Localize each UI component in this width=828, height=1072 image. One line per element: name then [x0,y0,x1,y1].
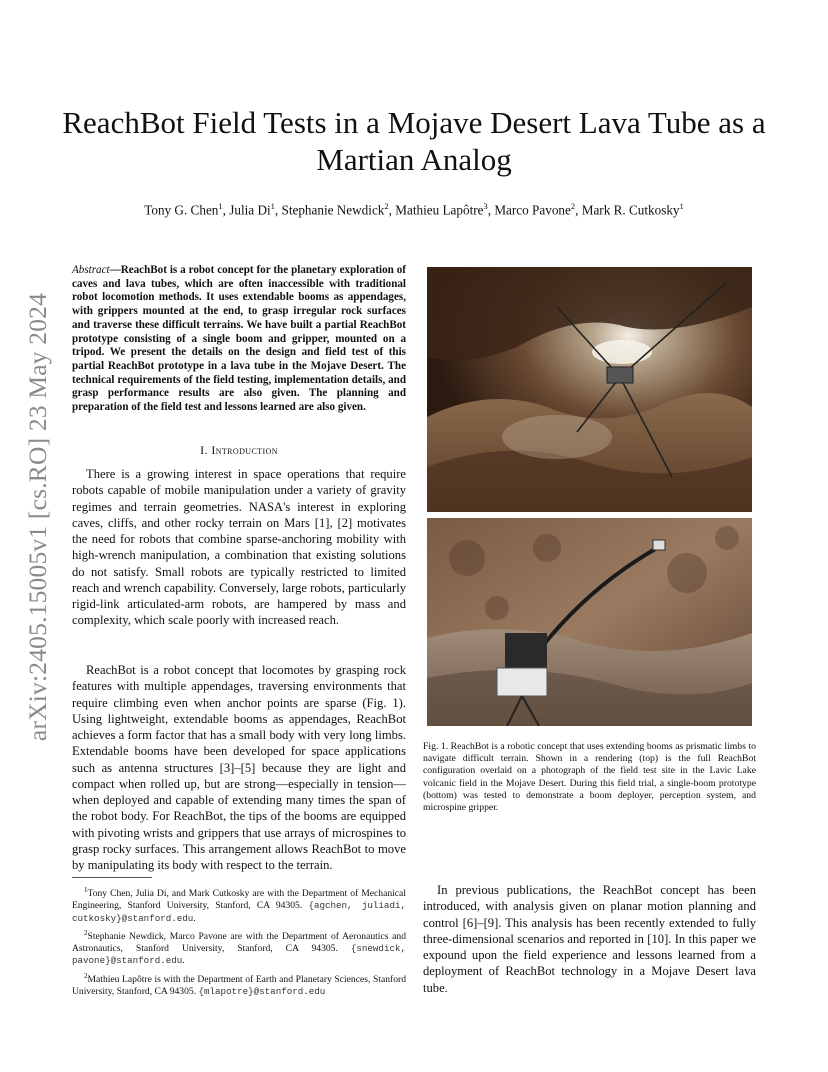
right-column-paragraph: In previous publications, the ReachBot concept has been introduced, with analysis given on planar motion planning and control [6]–[9]. This analysis has been recently extended to fully three-dimensional scenarios and reported in [10]. In this paper we expound upon the field experience and lessons learned from a deployment of ReachBot technology in a Mojave Desert lava tube. [423,883,756,995]
footnote-rule [72,877,152,878]
prototype-photo-image [427,518,752,726]
abstract-body: —ReachBot is a robot concept for the planetary exploration of caves and lava tubes, which are often inaccessible with traditional robot locomotion methods. It uses extendable booms as appendages, with grippers mounted at the end, to grasp irregular rock surfaces and traverse these difficult terrains. We have built a partial ReachBot prototype consisting of a single boom and gripper, mounted on a tripod. We present the details on the design and field test of this partial ReachBot prototype in a lava tube in the Mojave Desert. The technical requirements of the field testing, implementation details, and grasp performance results are also given. The planning and preparation of the field test and lessons learned are also given. [72,264,406,414]
footnote-mark: 2 [84,928,88,937]
intro-paragraph-1: There is a growing interest in space operations that require robots capable of mobile manipulation under a variety of gravity regimes and terrain geometries. NASA's interest in exploring caves, cliffs, and other rocky terrain on Mars [1], [2] motivates the need for robots that combine sparse-anchoring mobility with high-wrench manipulation, a combination that existing solutions do not satisfy. Small robots are typically restricted to limited reach and wrench capability. Conversely, large robots, particularly rigid-link articulated-arm robots, are hampered by mass and complexity, which scale poorly with increased reach. [72,467,406,628]
affiliation-mark: 1 [679,201,684,211]
footnote-mark: 1 [84,886,88,894]
footnote-email: {snewdick, pavone}@stanford.edu [72,943,406,967]
affiliation-mark: 3 [483,201,488,211]
footnote-email: {agchen, juliadi, cutkosky}@stanford.edu [72,900,406,924]
intro-paragraph-2: ReachBot is a robot concept that locomotes by grasping rock features with multiple appendages, traversing environments that require climbing even when anchor points are sparse (Fig. 1). Using lightweight, extendable booms as appendages, ReachBot achieves a form factor that has a small body with very long limbs. Extendable booms have been developed for space applications such as antenna structures [3]–[5] because they are light and compact when rolled up, but are strong—especially in tension—when deployed and capable of extending many times the span of the robot body. For ReachBot, the tips of the booms are equipped with pivoting wrists and grippers that use arrays of microspines to grasp rocky surfaces. This arrangement allows ReachBot to move by manipulating its body with respect to the terrain. [72,663,406,872]
author-name: Julia Di [229,202,271,218]
footnotes [72,884,406,1000]
arxiv-stamp-text: arXiv:2405.15005v1 [cs.RO] 23 May 2024 [23,292,53,742]
affiliation-mark: 1 [270,201,275,211]
figure-1-top-photo [427,267,752,512]
author-name: Stephanie Newdick [281,202,385,218]
footnote-email: {mlapotre}@stanford.edu [198,985,326,997]
figure-1-bottom-photo [427,518,752,726]
abstract [72,264,406,415]
section-title: Introduction [211,443,278,457]
footnote-3 [72,970,406,999]
affiliation-mark: 2 [384,201,389,211]
paper-title: ReachBot Field Tests in a Mojave Desert Lava Tube as a Martian Analog [62,105,766,177]
footnote-text: Tony Chen, Julia Di, and Mark Cutkosky are with the Department of Mechanical Engineering, Stanford University, Stanford, CA 94305. [72,888,406,912]
arxiv-stamp [18,272,58,762]
affiliation-mark: 1 [218,201,223,211]
author-name: Tony G. Chen [144,202,219,218]
author-name: Mathieu Lapôtre [395,202,484,218]
author-name: Marco Pavone [494,202,571,218]
footnote-text: Mathieu Lapôtre is with the Department of Earth and Planetary Sciences, Stanford University, Stanford, CA 94305. [72,973,406,997]
affiliation-mark: 2 [570,201,576,211]
section-heading [72,443,406,458]
footnote-text: Stephanie Newdick, Marco Pavone are with the Department of Aeronautics and Astronautics, Stanford University, Stanford, CA 94305. [72,930,406,955]
footnote-mark: 2 [84,971,88,980]
author-list: Tony G. Chen$^1$, Julia Di$^1$, Stephanie Newdick$^2$, Mathieu Lapôtre$^3$, Marco Pavone$^2$, Mark R. Cutkosky$^1$ [144,201,684,218]
footnote-1: $^1$Tony Chen, Julia Di, and Mark Cutkosky are with the Department of Mechanical Engineering, Stanford University, Stanford, CA 94305. {agchen, juliadi, cutkosky}@stanford.edu. [72,886,406,924]
abstract-lead: Abstract [72,264,110,276]
cave-rendering-image [427,267,752,512]
footnote-2: $^2$Stephanie Newdick, Marco Pavone are with the Department of Aeronautics and Astronautics, Stanford University, Stanford, CA 94305. {snewdick, pavone}@stanford.edu. [72,928,406,967]
section-number: I. [200,443,212,457]
figure-1-caption: Fig. 1. ReachBot is a robotic concept that uses extending booms as prismatic limbs to navigate difficult terrain. Shown in a rendering (top) is the full ReachBot configuration overlaid on a photograph of the field test site in the Lavic Lake volcanic field in the Mojave Desert. During this field trial, a single-boom prototype (bottom) was tested to demonstrate a boom deployer, perception system, and microspine gripper. [423,741,756,814]
author-name: Mark R. Cutkosky [581,202,680,218]
